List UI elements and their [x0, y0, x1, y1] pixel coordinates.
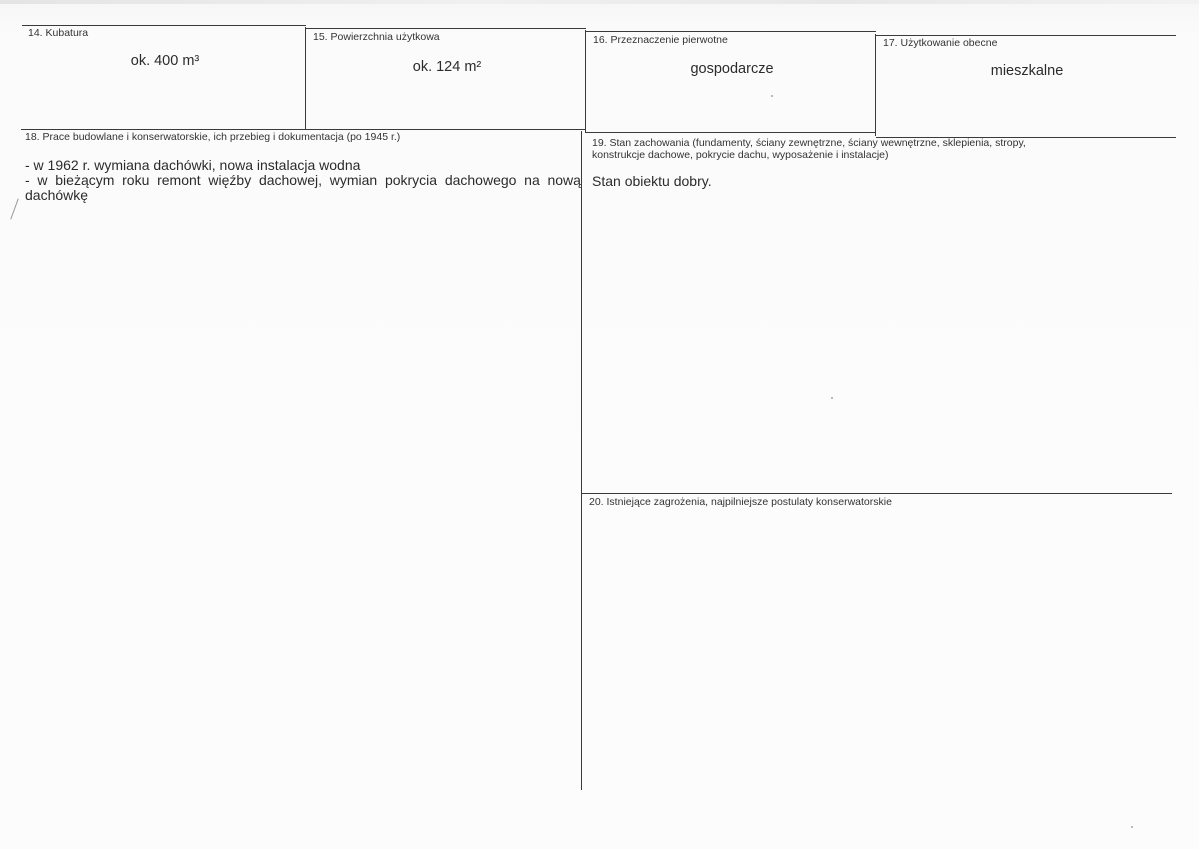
rule-mid-right	[585, 132, 876, 133]
divider-14-15	[305, 27, 306, 129]
field-18-word: pokrycia	[384, 172, 438, 188]
field-16-value: gospodarcze	[690, 61, 774, 77]
divider-16-17	[875, 34, 876, 136]
field-18-word: wymian	[329, 172, 378, 188]
field-14-value: ok. 400 m³	[130, 53, 200, 69]
field-18-line-2	[25, 173, 581, 188]
rule-mid-left	[21, 129, 585, 130]
field-19-label-line-1: 19. Stan zachowania (fundamenty, ściany zewnętrzne, ściany wewnętrzne, sklepienia, stropy,	[592, 137, 1026, 149]
stray-dot	[831, 397, 833, 399]
field-17-label: 17. Użytkowanie obecne	[883, 37, 998, 49]
rule-top-4	[876, 35, 1176, 36]
field-20-label: 20. Istniejące zagrożenia, najpilniejsze postulaty konserwatorskie	[589, 496, 892, 508]
field-18-word: -	[25, 172, 30, 188]
field-19-label	[592, 137, 1172, 161]
field-18-word: na	[524, 172, 540, 188]
stray-dot	[1131, 826, 1133, 828]
divider-main	[581, 131, 582, 790]
field-18-word: więźby	[208, 172, 252, 188]
field-18-word: dachowego	[444, 172, 517, 188]
divider-15-16	[585, 30, 586, 132]
field-18-label: 18. Prace budowlane i konserwatorskie, ich przebieg i dokumentacja (po 1945 r.)	[25, 131, 401, 143]
field-18-line-1: - w 1962 r. wymiana dachówki, nowa instalacja wodna	[25, 157, 361, 173]
field-19-value: Stan obiektu dobry.	[592, 173, 712, 189]
field-18-word: roku	[122, 172, 150, 188]
field-18-word: dachowej,	[258, 172, 322, 188]
field-19-label-line-2: konstrukcje dachowe, pokrycie dachu, wyposażenie i instalacje)	[592, 149, 889, 161]
stray-dot	[771, 95, 773, 97]
field-18-word: w	[37, 172, 48, 188]
rule-top-1	[22, 25, 306, 26]
stray-mark	[10, 198, 18, 219]
field-18-text	[25, 158, 581, 203]
field-15-label: 15. Powierzchnia użytkowa	[313, 31, 440, 43]
field-18-word: remont	[157, 172, 201, 188]
field-18-word: nową	[547, 172, 581, 188]
rule-top-2	[306, 28, 586, 29]
field-16-label: 16. Przeznaczenie pierwotne	[593, 34, 728, 46]
field-14-label: 14. Kubatura	[28, 27, 89, 39]
scan-edge	[0, 0, 1199, 4]
field-18-line-3: dachówkę	[25, 187, 89, 203]
rule-top-3	[586, 31, 876, 32]
field-15-value: ok. 124 m²	[412, 59, 482, 75]
rule-field-20	[582, 493, 1172, 494]
field-17-value: mieszkalne	[990, 63, 1064, 79]
field-18-word: bieżącym	[55, 172, 115, 188]
